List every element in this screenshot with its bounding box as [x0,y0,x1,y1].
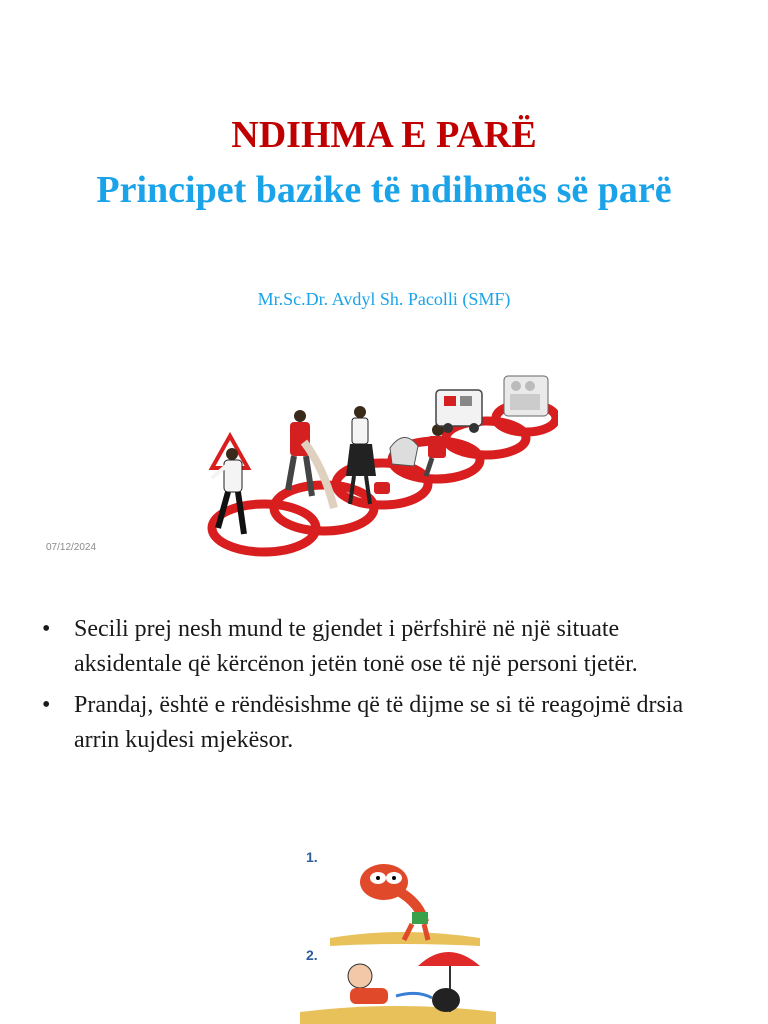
slide-title: NDIHMA E PARË [231,114,537,156]
bullet-text: Prandaj, është e rëndësishme që të dijme se si të reagojmë drsia arrin kujdesi mjekësor. [74,692,684,753]
author-line: Mr.Sc.Dr. Avdyl Sh. Pacolli (SMF) [257,289,511,309]
step-1-label: 1. [306,849,318,865]
bullet-item [40,612,720,682]
bullet-dot: • [42,616,51,642]
slide-subtitle: Principet bazike të ndihmës së parë [96,169,672,211]
chain-of-survival-illustration [204,358,558,576]
bullet-list [40,612,720,764]
bullet-dot: • [42,692,51,718]
slide-date: 07/12/2024 [46,542,97,553]
step-2-label: 2. [306,947,318,963]
cartoon-illustration [300,842,496,1024]
bullet-text: Secili prej nesh mund te gjendet i përfshirë në një situate aksidentale që kërcënon jetën tonë ose të një personi tjetër. [74,616,638,677]
bullet-item [40,688,720,758]
